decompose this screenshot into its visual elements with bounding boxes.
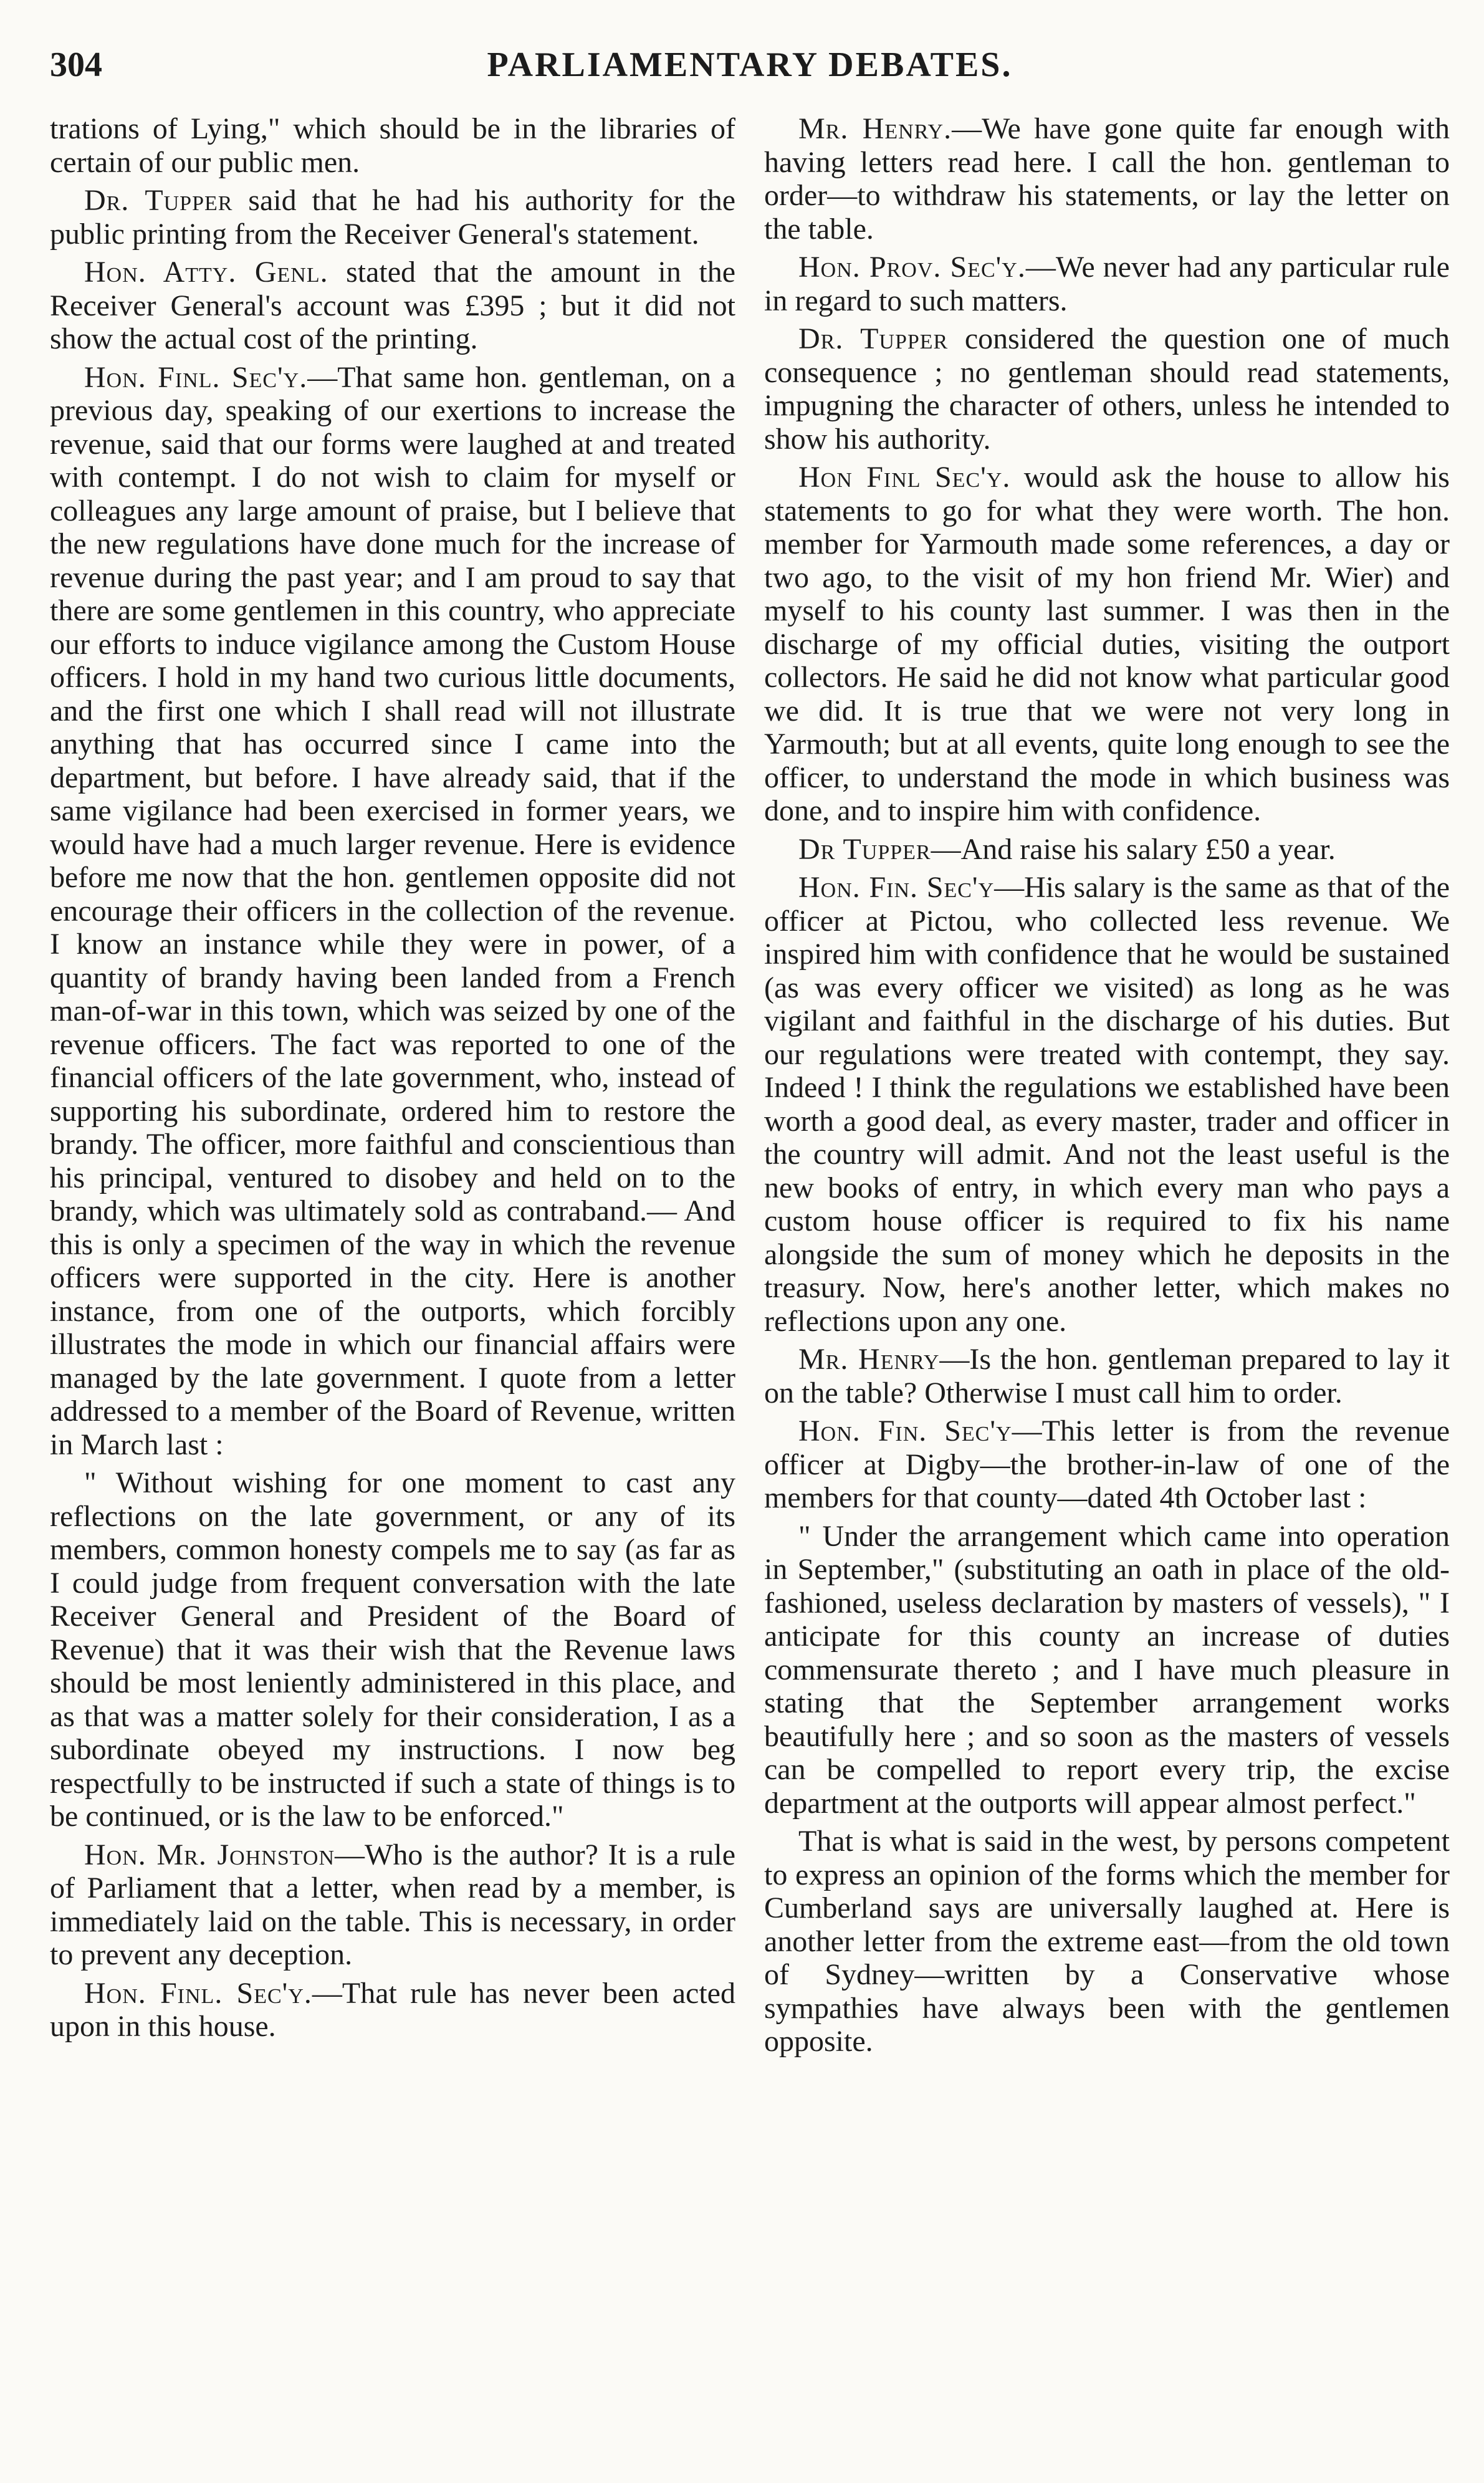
paragraph-text: trations of Lying," which should be in the libraries of certain of our public men. <box>50 112 735 179</box>
paragraph-text: would ask the house to allow his statements to go for what they were worth. The hon. member for Yarmouth made some references, a day or two ago, to the visit of my hon friend Mr. Wier) and myself to his county last summer. I was then in the discharge of my official duties, visiting the outport collectors. He said he did not know what particular good we did. It is true that we were not very long in Yarmouth; but at all events, quite long enough to see the officer, to understand the mode in which business was done, and to inspire him with confidence. <box>764 461 1450 827</box>
paragraph-text: —Who is the author? It is a rule of Parliament that a letter, when read by a member, is immediately laid on the table. This is necessary, in order to prevent any deception. <box>50 1838 736 1971</box>
speech-paragraph <box>764 1825 1450 2058</box>
page-header <box>50 37 1450 112</box>
speaker-name: Dr Tupper <box>798 832 931 866</box>
right-column <box>764 112 1450 2063</box>
speech-paragraph <box>764 322 1450 456</box>
speaker-name: Hon. Finl. Sec'y. <box>84 1976 312 2010</box>
left-column <box>50 112 735 2063</box>
paragraph-text: —This letter is from the revenue officer at Digby—the brother-in-law of one of the members for that county—dated 4th October last : <box>764 1414 1450 1514</box>
speaker-name: Mr. Henry. <box>798 112 952 145</box>
speech-paragraph <box>764 871 1450 1338</box>
paragraph-text: —That rule has never been acted upon in this house. <box>50 1976 735 2043</box>
speaker-name: Hon. Atty. Genl. <box>84 256 328 289</box>
speaker-name: Hon Finl Sec'y. <box>798 461 1011 494</box>
paragraph-text: —That same hon. gentleman, on a previous day, speaking of our exertions to increase the revenue, said that our forms were laughed at and treated with contempt. I do not wish to claim for myself or colleagues any large amount of praise, but I believe that the new regulations have done much for the increase of revenue during the past year; and I am proud to say that there are some gentlemen in this country, who appreciate our efforts to induce vigilance among the Custom House officers. I hold in my hand two curious little documents, and the first one which I shall read will not illustrate anything that has occurred since I came into the department, but before. I have already said, that if the same vigilance had been exercised in former years, we would have had a much larger revenue. Here is evidence before me now that the hon. gentlemen opposite did not encourage their officers in the collection of the revenue. I know an instance while they were in power, of a quantity of brandy having been landed from a French man-of-war in this town, which was seized by one of the revenue officers. The fact was reported to one of the financial officers of the late government, who, instead of supporting his subordinate, ordered him to restore the brandy. The officer, more faithful and conscientious than his principal, ventured to disobey and held on to the brandy, which was ultimately sold as contraband.— And this is only a specimen of the way in which the revenue officers were supported in the city. Here is another instance, from one of the outports, which forcibly illustrates the mode in which our financial affairs were managed by the late government. I quote from a letter addressed to a member of the Board of Revenue, written in March last : <box>50 360 735 1461</box>
speech-paragraph <box>50 256 735 356</box>
paragraph-text: —We have gone quite far enough with having letters read here. I call the hon. gentleman to order—to withdraw his statements, or lay the letter on the table. <box>764 112 1450 246</box>
speech-paragraph <box>50 112 735 179</box>
speaker-name: Mr. Henry <box>798 1343 940 1376</box>
speech-paragraph <box>764 833 1450 867</box>
paragraph-text: —We never had any particular rule in regard to such matters. <box>764 251 1450 317</box>
speaker-name: Dr. Tupper <box>84 184 233 217</box>
running-title: PARLIAMENTARY DEBATES. <box>487 46 1013 84</box>
paragraph-text: That is what is said in the west, by persons competent to express an opinion of the forms which the member for Cumberland says are universally laughed at. Here is another letter from the extreme east—from the old town of Sydney—written by a Conservative whose sympathies have always been with the gentlemen opposite. <box>764 1825 1450 2058</box>
paragraph-text: —His salary is the same as that of the officer at Pictou, who collected less revenue. We inspired him with confidence that he would be sustained (as was every officer we visited) as long as he was vigilant and faithful in the discharge of his duties. But our regulations were treated with contempt, they say. Indeed ! I think the regulations we established have been worth a good deal, as every master, trader and officer in the country will admit. And not the least useful is the new books of entry, in which every man who pays a custom house officer is required to fix his name alongside the sum of money which he deposits in the treasury. Now, here's another letter, which makes no reflections upon any one. <box>764 871 1450 1338</box>
speech-paragraph <box>50 1977 735 2044</box>
paragraph-text: —And raise his salary £50 a year. <box>931 832 1336 866</box>
speaker-name: Hon. Prov. Sec'y. <box>798 251 1026 284</box>
speech-paragraph <box>764 1343 1450 1410</box>
paragraph-text: stated that the amount in the Receiver General's account was £395 ; but it did not show the actual cost of the printing. <box>50 256 736 355</box>
speaker-name: Hon. Fin. Sec'y <box>798 1414 1012 1448</box>
speaker-name: Hon. Finl. Sec'y. <box>84 360 308 394</box>
paragraph-text: " Without wishing for one moment to cast any reflections on the late government, or any of its members, common honesty compels me to say (as far as I could judge from frequent conversation with the late Receiver General and President of the Board of Revenue) that it was their wish that the Revenue laws should be most leniently administered in this place, and as that was a matter solely for their consideration, I as a subordinate obeyed my instructions. I now beg respectfully to be instructed if such a state of things is to be continued, or is the law to be enforced." <box>50 1466 735 1833</box>
paragraph-text: said that he had his authority for the public printing from the Receiver General's statement. <box>50 184 735 251</box>
paragraph-text: considered the question one of much consequence ; no gentleman should read statements, impugning the character of others, unless he intended to show his authority. <box>764 322 1450 456</box>
speech-paragraph <box>764 1414 1450 1515</box>
page-number: 304 <box>50 46 102 84</box>
speech-paragraph <box>50 1838 735 1972</box>
speech-paragraph <box>764 461 1450 828</box>
speech-paragraph <box>50 361 735 1462</box>
text-columns <box>50 112 1450 2063</box>
speech-paragraph <box>764 112 1450 246</box>
speaker-name: Dr. Tupper <box>798 322 949 355</box>
paragraph-text: —Is the hon. gentleman prepared to lay it on the table? Otherwise I must call him to order. <box>764 1343 1450 1410</box>
speech-paragraph <box>764 251 1450 317</box>
paragraph-text: " Under the arrangement which came into operation in September," (substituting an oath in place of the old-fashioned, useless declaration by masters of vessels), " I anticipate for this county an increase of duties commensurate thereto ; and I have much pleasure in stating that the September arrangement works beautifully here ; and so soon as the masters of vessels can be compelled to report every trip, the excise department at the outports will appear almost perfect." <box>764 1519 1450 1820</box>
quoted-letter-paragraph <box>764 1520 1450 1820</box>
quoted-letter-paragraph <box>50 1466 735 1833</box>
speaker-name: Hon. Fin. Sec'y <box>798 871 995 904</box>
speech-paragraph <box>50 184 735 251</box>
speaker-name: Hon. Mr. Johnston <box>84 1838 335 1871</box>
